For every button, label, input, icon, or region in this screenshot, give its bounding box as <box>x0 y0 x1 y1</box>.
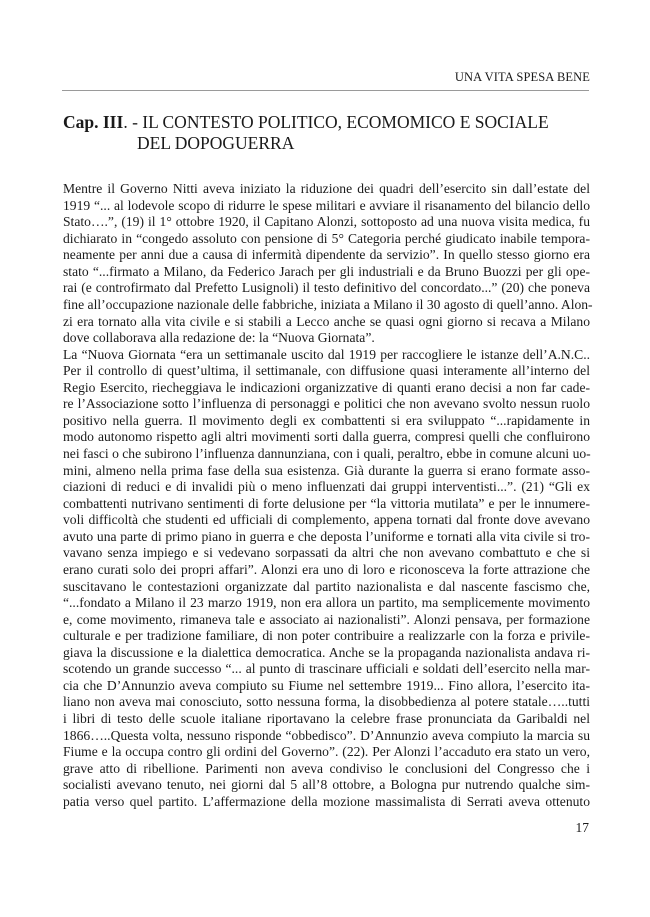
header-rule <box>62 90 589 91</box>
text-line: dove collaborava alla redazione de: la “Nuova Giornata”. <box>63 330 375 346</box>
text-line: zi era tornato alla vita civile e si stabili a Lecco anche se quasi ogni giorno si recava a Milano <box>63 313 590 329</box>
text-line: modo autonomo rispetto agli altri movimenti sorti dalla guerra, compresi quelli che confluirono <box>63 429 590 445</box>
text-line: rai (e controfirmato dal Prefetto Lusignoli) il testo definitivo del concordato...” (20) che poneva <box>63 280 590 296</box>
text-line: Per il controllo di quest’ultima, il settimanale, con diffusione quasi interamente all’interno del <box>63 363 590 379</box>
text-line: positivo nella guerra. Il movimento degli ex combattenti si era sviluppato “...rapidamente in <box>63 412 590 428</box>
page-number: 17 <box>575 820 589 835</box>
text-line: ciazioni di reduci e di invalidi più o meno influenzati dai gruppi interventisti...”. (21) “Gli ex <box>63 479 590 495</box>
text-line: 1919 “... al lodevole scopo di ridurre le spese militari e avviare il risanamento del bilancio dello <box>63 197 590 213</box>
text-line: mini, almeno nella prima fase della sua esistenza. Già durante la guerra si erano formate asso- <box>63 462 590 478</box>
chapter-label: Cap. III <box>63 112 124 132</box>
running-head: UNA VITA SPESA BENE <box>454 70 590 84</box>
text-line: scotendo un grande successo “... al punto di trascinare ufficiali e soldati dell’esercito nella mar- <box>63 661 590 677</box>
text-line: grave atto di ribellione. Parimenti non aveva condiviso le conclusioni del Congresso che i <box>63 760 590 776</box>
text-line: Mentre il Governo Nitti aveva iniziato la riduzione dei quadri dell’esercito sin dall’estate del <box>63 181 590 196</box>
text-line: culturale e per tradizione familiare, di non poter contribuire a realizzarle con la forza e privile- <box>63 628 590 644</box>
text-line: socialisti avevano tenuto, nei giorni dal 5 all’8 ottobre, a Bologna pur nutrendo qualche sim- <box>63 777 590 793</box>
text-line: liano non aveva mai conosciuto, sotto nessuna forma, la disobbedienza al potere statale…..tutti <box>63 694 590 710</box>
text-line: suscitavano le contestazioni organizzate dal partito nazionalista e dal nascente fascismo che, <box>63 578 590 594</box>
text-line: combattenti nutrivano sentimenti di forte delusione per “la vittoria mutilata” e per le innumere- <box>63 495 590 511</box>
text-line: voli difficoltà che studenti ed ufficiali di complemento, appena tornati dal fronte dove avevano <box>63 512 590 528</box>
text-line: Fiume e la occupa contro gli ordini del Governo”. (22). Per Alonzi l’accaduto era stato un vero, <box>63 744 590 760</box>
text-line: La “Nuova Giornata “era un settimanale uscito dal 1919 per raccogliere le istanze dell’A.N.C.. <box>63 346 590 362</box>
chapter-title-line-2: DEL DOPOGUERRA <box>137 133 295 153</box>
text-line: patia verso quel partito. L’affermazione della mozione massimalista di Serrati aveva ottenuto <box>63 793 590 809</box>
chapter-title-line-1: IL CONTESTO POLITICO, ECOMOMICO E SOCIALE <box>142 112 549 132</box>
text-line: nei fasci o che subirono l’influenza dannunziana, con i quali, peraltro, ebbe in comune alcuni uo- <box>63 446 591 461</box>
text-line: e, come movimento, rimaneva tale e associato ai nazionalisti”. Alonzi pensava, per formazione <box>63 611 590 627</box>
text-line: giava la discussione e la dialettica democratica. Anche se la propaganda nazionalista andava ri- <box>63 644 590 660</box>
text-line: dichiarato in “congedo assoluto con pensione di 5° Categoria perché giudicato inabile tempora- <box>63 230 590 246</box>
text-line: Stato….”, (19) il 1° ottobre 1920, il Capitano Alonzi, sottoposto ad una nuova visita medica, fu <box>63 214 590 230</box>
text-line: erano curati solo dei propri affari”. Alonzi era uno di loro e riconosceva la forte attrazione che <box>63 561 590 577</box>
text-line: re l’Associazione sotto l’influenza di personaggi e politici che non avevano svolto nessun ruolo <box>63 396 590 412</box>
chapter-heading <box>63 112 549 154</box>
text-line: fine all’occupazione nazionale delle fabbriche, iniziata a Milano il 30 agosto di quell’anno. Alon- <box>63 296 593 312</box>
text-line: neamente per anni due a causa di infermità dipendente da servizio”. In quello stesso giorno era <box>63 247 590 263</box>
text-line: i libri di testo delle scuole italiane riportavano la celebre frase pronunciata da Garibaldi nel <box>63 711 590 726</box>
body-text <box>63 181 593 810</box>
chapter-separator: . - <box>123 112 143 132</box>
text-line: cia che D’Annunzio aveva compiuto su Fiume nel settembre 1919... Fino allora, l’esercito ita- <box>63 677 590 693</box>
text-line: 1866…..Questa volta, nessuno risponde “obbedisco”. D’Annunzio aveva compiuto la marcia su <box>63 727 590 743</box>
text-line: avuto una parte di primo piano in guerra e che deposta l’uniforme e tornati alla vita civile si tro- <box>63 528 590 544</box>
chapter-heading-line-1 <box>63 112 549 133</box>
text-line: Regio Esercito, riecheggiava le indicazioni organizzative di quanti erano decisi a non far cade- <box>63 379 590 395</box>
text-line: “...fondato a Milano il 23 marzo 1919, non era allora un partito, ma semplicemente movimento <box>63 595 590 611</box>
text-line: stato “...firmato a Milano, da Federico Jarach per gli industriali e da Bruno Buozzi per gli ope- <box>63 263 590 279</box>
text-line: vavano senza impiego e si vedevano sorpassati da altri che non avevano combattuto e che si <box>63 545 590 561</box>
